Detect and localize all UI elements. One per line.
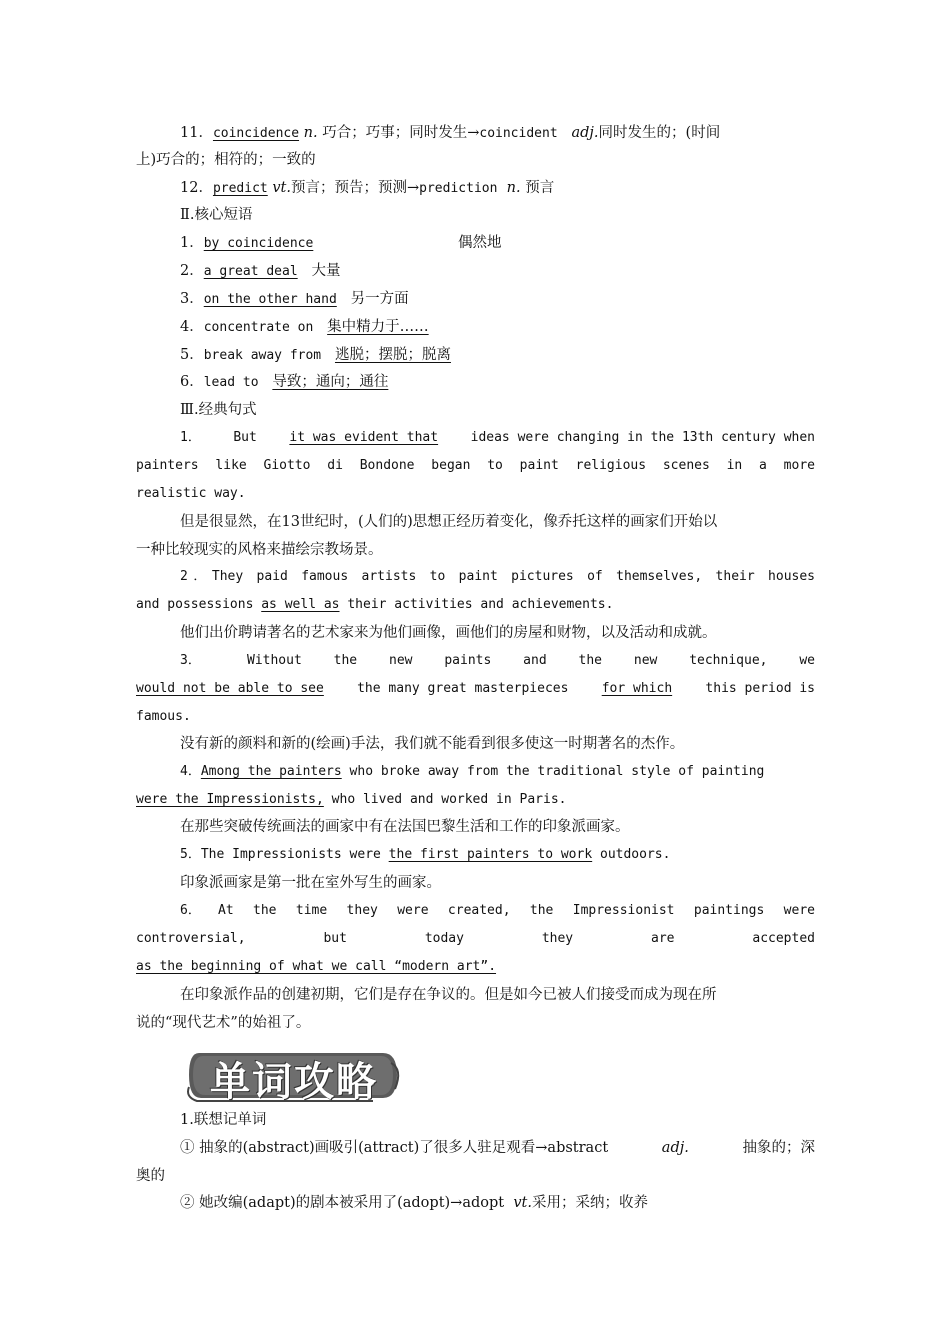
sentence-1-line-1: 1． But it was evident that ideas were changing in the 13th century when	[180, 430, 815, 445]
sentence-3-line-2: would not be able to see the many great masterpieces for which this period is	[136, 681, 815, 696]
memory-item-1-cont: 奥的	[136, 1168, 165, 1184]
sentence-6-translation: 在印象派作品的创建初期，它们是存在争议的。但是如今已被人们接受而成为现在所	[180, 987, 717, 1003]
sentence-4-line-2: were the Impressionists, who lived and worked in Paris.	[136, 792, 567, 807]
memory-item-2: ② 她改编(adapt)的剧本被采用了(adopt)→adopt vt.采用；采纳；收养	[180, 1195, 648, 1211]
sentence-5-line-1: 5．The Impressionists were the first painters to work outdoors.	[180, 847, 671, 862]
sentence-5-translation: 印象派画家是第一批在室外写生的画家。	[180, 875, 441, 891]
memory-item-1: ① 抽象的(abstract)画吸引(attract)了很多人驻足观看→abstract adj. 抽象的；深	[180, 1140, 815, 1156]
memory-heading: 1.联想记单词	[180, 1112, 267, 1128]
sentence-2-line-2: and possessions as well as their activities and achievements.	[136, 597, 614, 612]
phrase-item-5: 5．break away from 逃脱；摆脱；脱离	[180, 347, 451, 363]
sentence-2-line-1: 2．They paid famous artists to paint pictures of themselves, their houses	[180, 569, 816, 584]
phrase-item-2: 2．a great deal 大量	[180, 263, 341, 279]
sentence-3-line-3: famous.	[136, 709, 191, 724]
phrase-item-1: 1．by coincidence 偶然地	[180, 235, 502, 251]
sentence-4-translation: 在那些突破传统画法的画家中有在法国巴黎生活和工作的印象派画家。	[180, 819, 630, 835]
sentence-1-translation: 但是很显然，在13世纪时，(人们的)思想正经历着变化，像乔托这样的画家们开始以	[180, 514, 718, 530]
sentence-3-line-1: 3． Without the new paints and the new technique, we	[180, 653, 815, 668]
vocab-item-11-continuation: 上)巧合的；相符的；一致的	[136, 152, 316, 168]
phrase-item-6: 6．lead to 导致；通向；通往	[180, 374, 389, 390]
phrase-item-4: 4．concentrate on 集中精力于……	[180, 319, 429, 335]
section-heading-phrases: Ⅱ.核心短语	[180, 207, 253, 223]
sentence-1-line-2: painters like Giotto di Bondone began to paint religious scenes in a more	[136, 458, 815, 473]
sentence-6-line-2: controversial, but today they are accepted	[136, 931, 815, 946]
sentence-1-line-3: realistic way.	[136, 486, 246, 501]
section-heading-sentences: Ⅲ.经典句式	[180, 402, 257, 418]
vocab-item-11: 11．coincidence n. 巧合；巧事；同时发生→coincident adj.同时发生的；(时间	[180, 125, 721, 141]
section-banner	[183, 1045, 405, 1105]
vocab-word: coincidence	[212, 126, 300, 141]
sentence-4-line-1: 4．Among the painters who broke away from the traditional style of painting	[180, 764, 765, 779]
vocab-word: predict	[212, 181, 268, 196]
banner-title: 单词攻略	[210, 1059, 378, 1105]
sentence-6-line-1: 6． At the time they were created, the Impressionist paintings were	[180, 903, 815, 918]
sentence-3-translation: 没有新的颜料和新的(绘画)手法，我们就不能看到很多使这一时期著名的杰作。	[180, 736, 685, 752]
sentence-6-translation-cont: 说的“现代艺术”的始祖了。	[136, 1015, 311, 1031]
sentence-2-translation: 他们出价聘请著名的艺术家来为他们画像，画他们的房屋和财物，以及活动和成就。	[180, 625, 717, 641]
sentence-1-translation-cont: 一种比较现实的风格来描绘宗教场景。	[136, 542, 383, 558]
sentence-6-line-3: as the beginning of what we call “modern art”.	[136, 959, 497, 974]
vocab-item-12: 12．predict vt.预言；预告；预测→prediction n. 预言	[180, 180, 555, 196]
phrase-item-3: 3．on the other hand 另一方面	[180, 291, 409, 307]
